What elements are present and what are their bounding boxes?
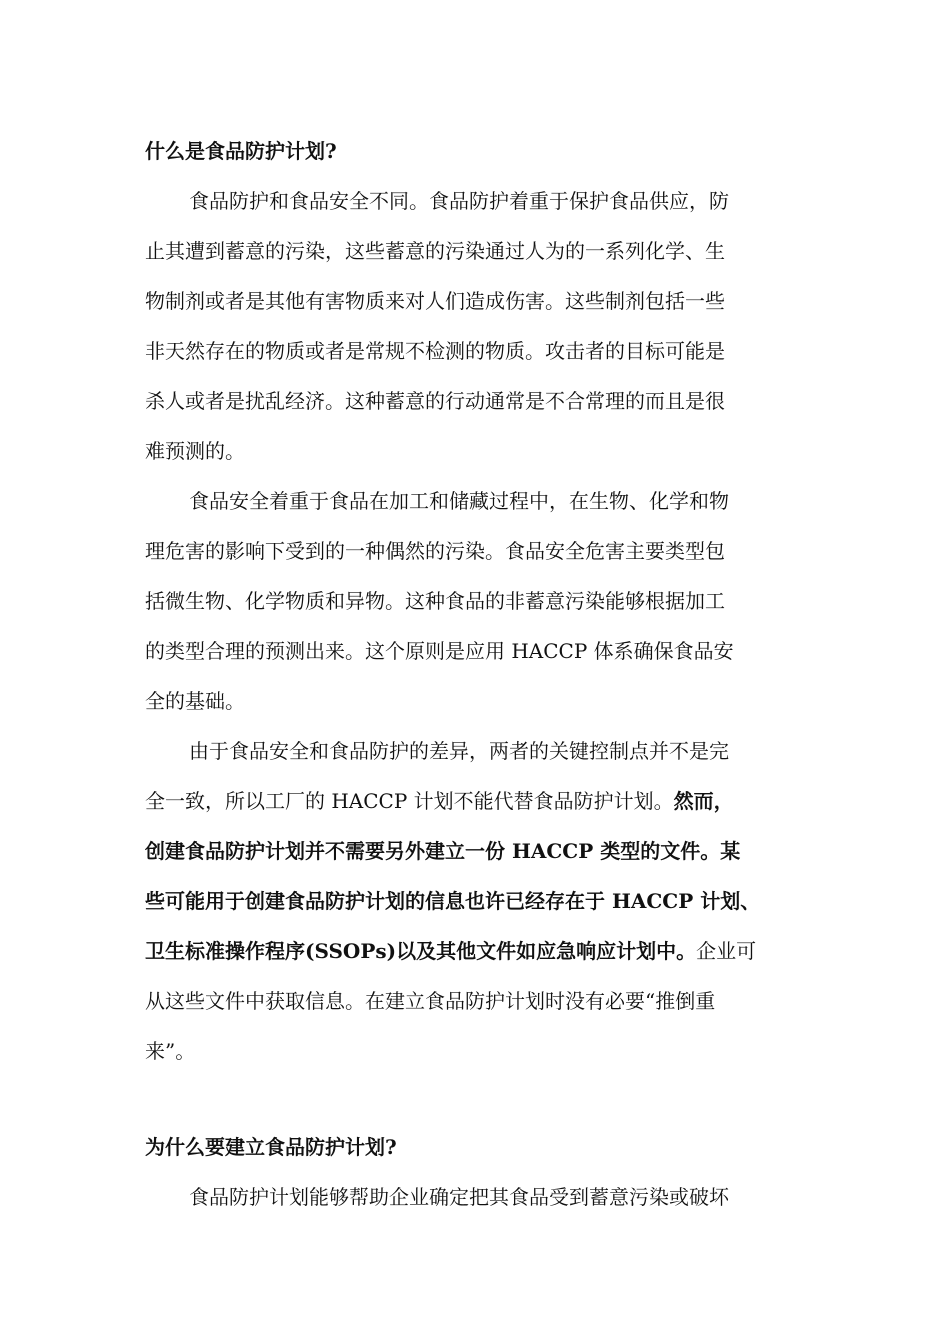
text-bold: 卫生标准操作程序(SSOPs)以及其他文件如应急响应计划中。 bbox=[145, 939, 697, 963]
paragraph-line: 理危害的影响下受到的一种偶然的污染。食品安全危害主要类型包 bbox=[145, 539, 725, 563]
paragraph-line: 杀人或者是扰乱经济。这种蓄意的行动通常是不合常理的而且是很 bbox=[145, 389, 725, 413]
paragraph-line: 止其遭到蓄意的污染，这些蓄意的污染通过人为的一系列化学、生 bbox=[145, 239, 725, 263]
text-normal: 企业可 bbox=[696, 939, 757, 963]
text-normal: 全一致，所以工厂的 HACCP 计划不能代替食品防护计划。 bbox=[145, 789, 674, 813]
paragraph-line: 括微生物、化学物质和异物。这种食品的非蓄意污染能够根据加工 bbox=[145, 589, 725, 613]
paragraph-line: 全的基础。 bbox=[145, 689, 245, 713]
paragraph-line: 来”。 bbox=[145, 1039, 196, 1063]
paragraph-line: 物制剂或者是其他有害物质来对人们造成伤害。这些制剂包括一些 bbox=[145, 289, 725, 313]
paragraph-line: 非天然存在的物质或者是常规不检测的物质。攻击者的目标可能是 bbox=[145, 339, 725, 363]
text-bold: 些可能用于创建食品防护计划的信息也许已经存在于 HACCP 计划、 bbox=[145, 889, 761, 913]
paragraph-line: 食品安全着重于食品在加工和储藏过程中，在生物、化学和物 bbox=[189, 489, 729, 513]
paragraph-line-bold bbox=[145, 886, 760, 916]
text-bold: 然而， bbox=[673, 789, 734, 813]
paragraph-line-bold bbox=[145, 836, 740, 866]
text-bold: 创建食品防护计划并不需要另外建立一份 HACCP 类型的文件。某 bbox=[145, 839, 741, 863]
paragraph-line: 食品防护计划能够帮助企业确定把其食品受到蓄意污染或破坏 bbox=[189, 1185, 729, 1209]
paragraph-line: 从这些文件中获取信息。在建立食品防护计划时没有必要“推倒重 bbox=[145, 989, 716, 1013]
paragraph-line: 难预测的。 bbox=[145, 439, 245, 463]
paragraph-line: 食品防护和食品安全不同。食品防护着重于保护食品供应，防 bbox=[189, 189, 729, 213]
section-heading-why: 为什么要建立食品防护计划? bbox=[145, 1135, 397, 1159]
paragraph-line: 的类型合理的预测出来。这个原则是应用 HACCP 体系确保食品安 bbox=[145, 639, 734, 663]
section-heading-what: 什么是食品防护计划? bbox=[145, 139, 337, 163]
paragraph-line bbox=[145, 936, 756, 966]
paragraph-line: 由于食品安全和食品防护的差异，两者的关键控制点并不是完 bbox=[189, 739, 729, 763]
paragraph-line bbox=[145, 786, 734, 816]
